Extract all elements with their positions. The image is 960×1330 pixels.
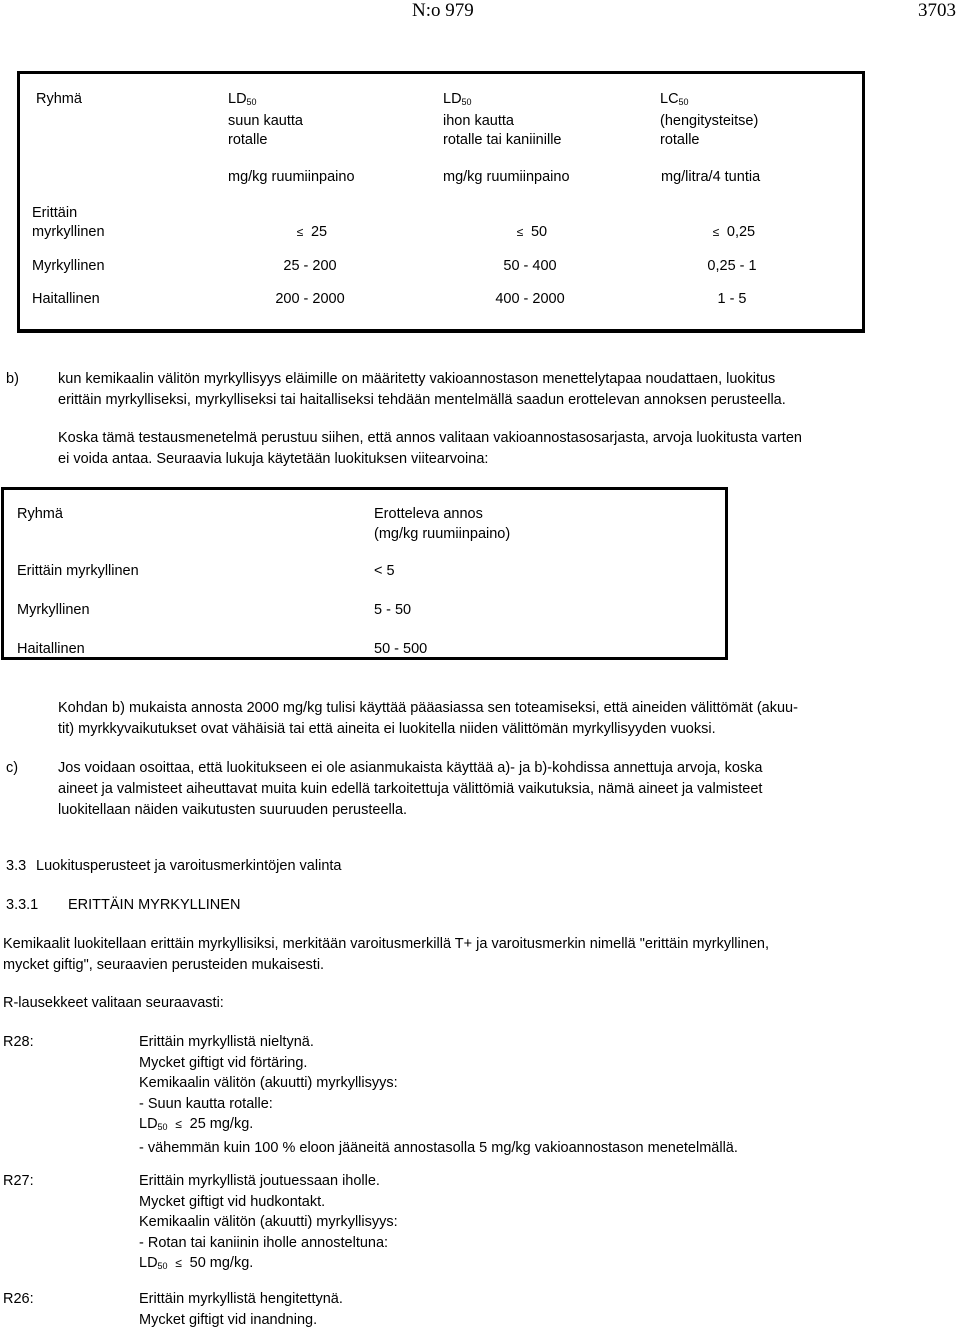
page-number-left: N:o 979 (412, 0, 474, 21)
r26-code: R26: (3, 1291, 34, 1307)
table-row-group: Erittäin myrkyllinen (32, 205, 105, 240)
section-title: Luokitusperusteet ja varoitusmerkintöjen valinta (36, 858, 342, 874)
r28-text: Erittäin myrkyllistä nieltynä. Mycket giftigt vid förtäring. Kemikaalin välitön (akuutti) myrkyllisyys: - Suun kautta rotalle: $LD_{50} \le 25$ mg/kg. - vähemmän kuin 100 % eloon jääneitä annostasolla 5 mg/kg vakioannostason menetelmällä. (139, 1034, 738, 1156)
table-cell-inhalation: ≤ 0,25 (712, 224, 756, 240)
table2-header-dose: Erotteleva annos (mg/kg ruumiinpaino) (374, 506, 511, 542)
table2-row-group: Myrkyllinen (17, 602, 90, 618)
table2-row-dose: 50 - 500 (374, 641, 428, 657)
table2-row-group: Haitallinen (17, 641, 85, 657)
table-cell-oral: 200 - 2000 (275, 291, 345, 307)
page-number-right: 3703 (918, 0, 956, 21)
para-b-text: kun kemikaalin välitön myrkyllisyys eläimille on määritetty vakioannostason menettelytapaa noudattaen, luokitus erittäin myrkylliseksi, myrkylliseksi tai haitalliseksi tehdään mentelmällä saadun erottelevan annoksen perusteella. (58, 371, 786, 408)
unit-dermal: mg/kg ruumiinpaino (443, 169, 570, 185)
table-cell-inhalation: 0,25 - 1 (707, 258, 757, 274)
table-cell-dermal: 400 - 2000 (495, 291, 565, 307)
para-c-label: c) (6, 760, 19, 776)
table-cell-inhalation: 1 - 5 (717, 291, 747, 307)
section-number: 3.3 (6, 858, 27, 874)
table-header-dermal: $LD_{50}$ ihon kautta rotalle tai kaniinille (443, 91, 562, 148)
para-b-label: b) (6, 371, 19, 387)
table-cell-dermal: 50 - 400 (503, 258, 557, 274)
r27-code: R27: (3, 1173, 34, 1189)
para-kohdan: Kohdan b) mukaista annosta 2000 mg/kg tulisi käyttää pääasiassa sen toteamiseksi, että aineiden välittömät (akuu- tit) myrkkyvaikutukset ovat vähäisiä tai että aineita ei luokitella niiden välittömän myrkyllisyyden vuoksi. (58, 700, 798, 737)
subsection-title: ERITTÄIN MYRKYLLINEN (68, 897, 241, 913)
unit-oral: mg/kg ruumiinpaino (228, 169, 355, 185)
unit-inhalation: mg/litra/4 tuntia (661, 169, 761, 185)
table2-row-group: Erittäin myrkyllinen (17, 563, 139, 579)
r-phrases-intro: R-lausekkeet valitaan seuraavasti: (3, 995, 224, 1011)
r26-text: Erittäin myrkyllistä hengitettynä. Mycket giftigt vid inandning. (139, 1291, 343, 1328)
subsection-number: 3.3.1 (6, 897, 39, 913)
r28-code: R28: (3, 1034, 34, 1050)
para-koska: Koska tämä testausmenetelmä perustuu siihen, että annos valitaan vakioannostasosarjasta, arvoja luokitusta varten ei voida antaa. Seuraavia lukuja käytetään luokituksen viitearvoina: (58, 430, 802, 467)
table-row-group: Myrkyllinen (32, 258, 105, 274)
table-header-inhalation: $LC_{50}$ (hengitysteitse) rotalle (660, 91, 759, 148)
r27-text: Erittäin myrkyllistä joutuessaan iholle. Mycket giftigt vid hudkontakt. Kemikaalin välitön (akuutti) myrkyllisyys: - Rotan tai kaniinin iholle annosteltuna: $LD_{50} \le 50$ mg/kg. (139, 1173, 398, 1271)
table-header-group: Ryhmä (36, 91, 82, 107)
table-header-oral: $LD_{50}$ suun kautta rotalle (228, 91, 303, 148)
table2-row-dose: 5 - 50 (374, 602, 412, 618)
table-cell-oral: ≤ 25 (296, 224, 328, 240)
table-cell-oral: 25 - 200 (283, 258, 337, 274)
table2-row-dose: < 5 (374, 563, 395, 579)
table2-header-group: Ryhmä (17, 506, 63, 522)
table-cell-dermal: ≤ 50 (516, 224, 548, 240)
discriminating-dose-table (1, 487, 728, 660)
toxicity-table (17, 71, 865, 333)
para-c-text: Jos voidaan osoittaa, että luokitukseen ei ole asianmukaista käyttää a)- ja b)-kohdissa annettuja arvoja, koska aineet ja valmisteet aiheuttavat muita kuin edellä tarkoitettuja välittömiä vaikutuksia, nämä aineet ja valmisteet luokitellaan näiden vaikutusten suuruuden perusteella. (58, 760, 763, 818)
table-row-group: Haitallinen (32, 291, 100, 307)
para-kemikaalit: Kemikaalit luokitellaan erittäin myrkyllisiksi, merkitään varoitusmerkillä T+ ja varoitusmerkin nimellä "erittäin myrkyllinen, mycket giftig", seuraavien perusteiden mukaisesti. (3, 936, 769, 973)
